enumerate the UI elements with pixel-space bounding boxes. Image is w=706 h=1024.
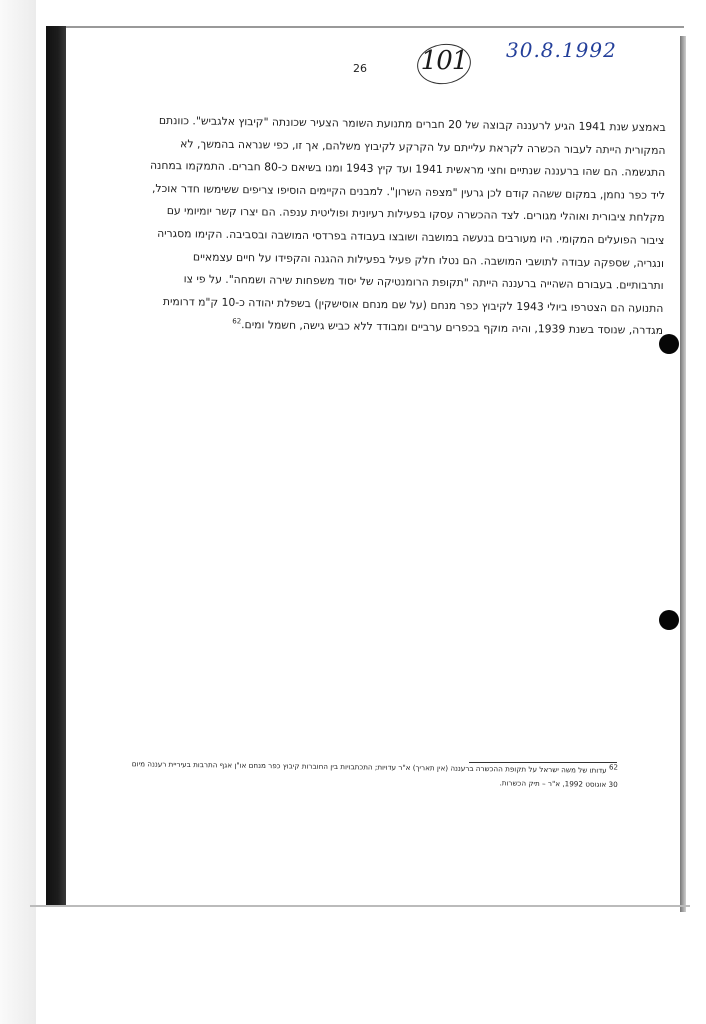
body-line: ונגריה, שספקה עבודה לתושבי המושבה. הם נטלו חלק פעיל בפעילות ההגנה והקפידו על חיים עצמאיים — [192, 249, 665, 270]
handwritten-folio-number: 101 — [420, 46, 468, 76]
body-line: המקורית הייתה לעבור הכשרה לקראת עלייתם על הקרקע לקיבוץ משלהם, אך זו, כפי שנראה בהמשך, לא — [180, 136, 666, 157]
body-line: התנועה הם הצטרפו ביולי 1943 לקיבוץ כפר מנחם (על שם מנחם אוסישקין) בשפלת יהודה כ-10 ק"מ דרומית — [162, 294, 664, 315]
page-right-edge — [680, 36, 686, 912]
body-line: התגשמה. הם שהו ברעננה שנתיים וחצי מראשית 1941 ועד קיץ 1943 ומנו בשיאם כ-80 חברים. התמקמו במחנה — [149, 158, 666, 180]
handwritten-date: 30.8.1992 — [506, 38, 617, 62]
body-paragraph — [81, 109, 666, 343]
footnote-reference: 62 — [232, 317, 242, 326]
footnote-marker: 62 — [608, 763, 619, 772]
footnote-text: עדותו של משה ישראל על תקופת ההכשרה ברעננה (אין תאריך) א"ר עדויות; התכתבויות בין החוברות קיבוץ כפר מנחם או"ן אגף התרבות בעיריית רעננה מיום — [131, 759, 607, 775]
footnote-line: 30 אוגוסט 1992, א"ר – תיק הכשרות. — [499, 778, 618, 789]
body-line: ותרבותיים. בעבורם השהייה ברעננה הייתה "תקופת הרומנטיקה של יסוד משפחות שירה ושמחה". על פי צו — [183, 272, 664, 293]
page-bottom-edge — [30, 905, 690, 907]
page-top-edge — [66, 26, 684, 28]
page-binding-shadow — [46, 26, 66, 906]
page-number: 26 — [353, 62, 367, 75]
body-line: מקלחת ציבורית ואוהלי מגורים. לצד ההכשרה עסקו בפעילות רעיונית ופוליטית ענפה. הם יצרו קשר יומיומי עם — [166, 204, 665, 225]
body-line-text: מגדרה, שנוסד בשנת 1939, והיה מוקף בכפרים ערביים ומבודד ללא כביש גישה, חשמל ומים. — [241, 318, 664, 338]
punch-hole-bottom — [659, 610, 679, 630]
body-line: ליד כפר נחמן, במקום ששהה קודם לכן גרעין "מצפה השרון". למבנים הקיימים הוסיפו צריפים ששימשו חדר אוכל, — [151, 181, 665, 202]
body-line: באמצע שנת 1941 הגיע לרעננה קבוצה של 20 חברים מתנועת השומר הצעיר שכונתה "קיבוץ אלגביש". כוונתם — [158, 113, 666, 134]
scanner-margin — [0, 0, 36, 1024]
body-line: ציבור הפועלים המקומי. היו מעורבים בנעשה במושבה ושובצו בעבודה בפרדסי המושבה ובסביבה. הקימו מסגריה — [157, 226, 665, 247]
